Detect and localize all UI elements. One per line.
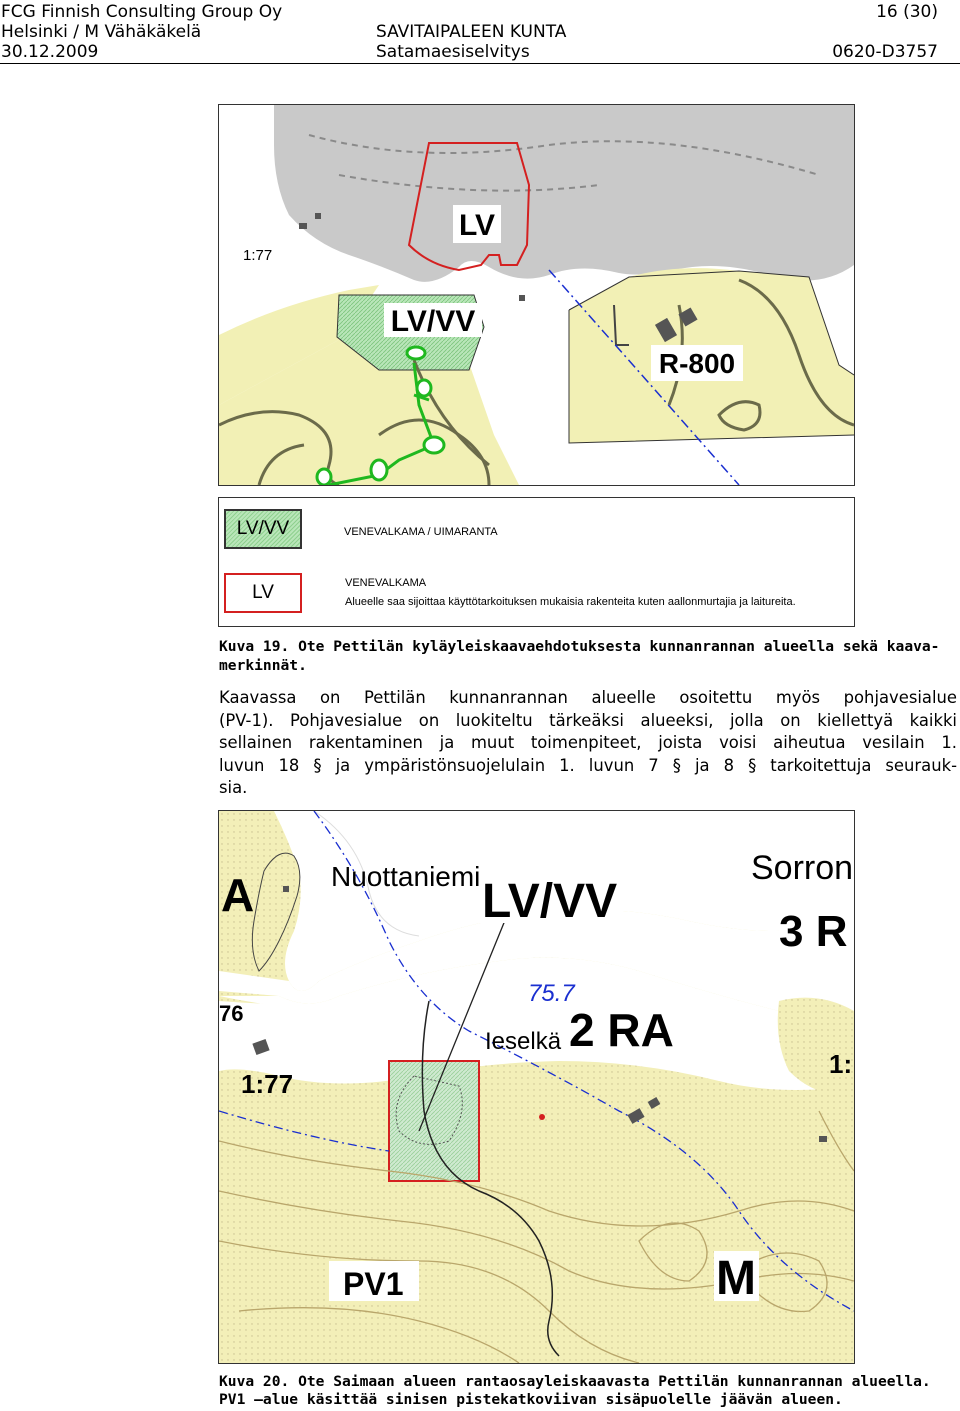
project-code: 0620-D3757 bbox=[832, 42, 938, 62]
legend-swatch-lv bbox=[224, 573, 302, 613]
client-name: SAVITAIPALEEN KUNTA bbox=[376, 22, 567, 42]
legend-code-lv: LV bbox=[252, 582, 274, 603]
map-label-1: 1: bbox=[829, 1049, 853, 1079]
paragraph-line: (PV-1). Pohjavesialue on luokiteltu tärkeäksi alueeksi, jolla on kiellettyä kaikki bbox=[219, 710, 957, 730]
map-label-ieselka: Ieselkä bbox=[485, 1028, 562, 1055]
map-label-lv-vv: LV/VV bbox=[482, 875, 618, 928]
document-date: 30.12.2009 bbox=[1, 42, 99, 62]
map-label-76: 76 bbox=[219, 1001, 244, 1026]
figure1-caption-line1: Kuva 19. Ote Pettilän kyläyleiskaavaehdotuksesta kunnanrannan alueella sekä kaava- bbox=[219, 638, 940, 655]
paragraph-line: sia. bbox=[219, 778, 248, 797]
map-label-2ra: 2 RA bbox=[569, 1004, 674, 1056]
body-paragraph bbox=[219, 687, 957, 800]
legend-title-lv-vv: VENEVALKAMA / UIMARANTA bbox=[344, 526, 498, 538]
map-label-nuottaniemi: Nuottaniemi bbox=[331, 861, 481, 892]
paragraph-line: Kaavassa on Pettilän kunnanrannan alueelle osoitettu myös pohjavesialue bbox=[219, 688, 957, 707]
map-label-a: A bbox=[221, 869, 255, 921]
map-label-177: 1:77 bbox=[241, 1069, 294, 1099]
paragraph-line: sellainen rakentaminen ja muut toimenpiteet, joista voisi aiheutua vesilain 1. bbox=[219, 733, 957, 752]
figure2-map-drawing bbox=[219, 811, 854, 1363]
legend-swatch-lv-vv bbox=[224, 509, 302, 549]
figure1-legend bbox=[218, 497, 855, 627]
map-label-sorron: Sorron bbox=[751, 849, 854, 887]
map-label-r800: R-800 bbox=[658, 348, 736, 379]
author: Helsinki / M Vähäkäkelä bbox=[1, 22, 202, 42]
legend-code-lv-vv: LV/VV bbox=[236, 518, 290, 539]
figure1-map bbox=[218, 104, 855, 486]
map-label-pv1: PV1 bbox=[343, 1266, 404, 1302]
map-label-scale: 1:77 bbox=[243, 247, 273, 264]
company-name: FCG Finnish Consulting Group Oy bbox=[1, 2, 283, 22]
figure2-map bbox=[218, 810, 855, 1364]
map-label-3r: 3 R bbox=[779, 907, 848, 956]
figure1-map-drawing bbox=[219, 105, 854, 485]
map-label-m: M bbox=[716, 1252, 756, 1305]
legend-desc-lv: Alueelle saa sijoittaa käyttötarkoituksen mukaisia rakenteita kuten aallonmurtajia ja laitureita. bbox=[345, 596, 796, 608]
report-title: Satamaesiselvitys bbox=[376, 42, 530, 62]
paragraph-line: luvun 18 § ja ympäristönsuojelulain 1. luvun 7 § ja 8 § tarkoitettuja seurauk- bbox=[219, 755, 957, 775]
legend-title-lv: VENEVALKAMA bbox=[345, 577, 427, 589]
page-number: 16 (30) bbox=[876, 2, 938, 22]
figure2-caption-line2: PV1 –alue käsittää sinisen pistekatkoviivan sisäpuolelle jäävän alueen. bbox=[219, 1391, 843, 1408]
header-rule bbox=[0, 63, 960, 64]
figure2-caption-line1: Kuva 20. Ote Saimaan alueen rantaosayleiskaavasta Pettilän kunnanrannan alueella. bbox=[219, 1373, 931, 1390]
map-label-lv-vv: LV/VV bbox=[390, 305, 476, 338]
map-label-lv: LV bbox=[458, 209, 496, 242]
map-label-elevation: 75.7 bbox=[528, 980, 575, 1007]
figure1-caption-line2: merkinnät. bbox=[219, 657, 307, 674]
